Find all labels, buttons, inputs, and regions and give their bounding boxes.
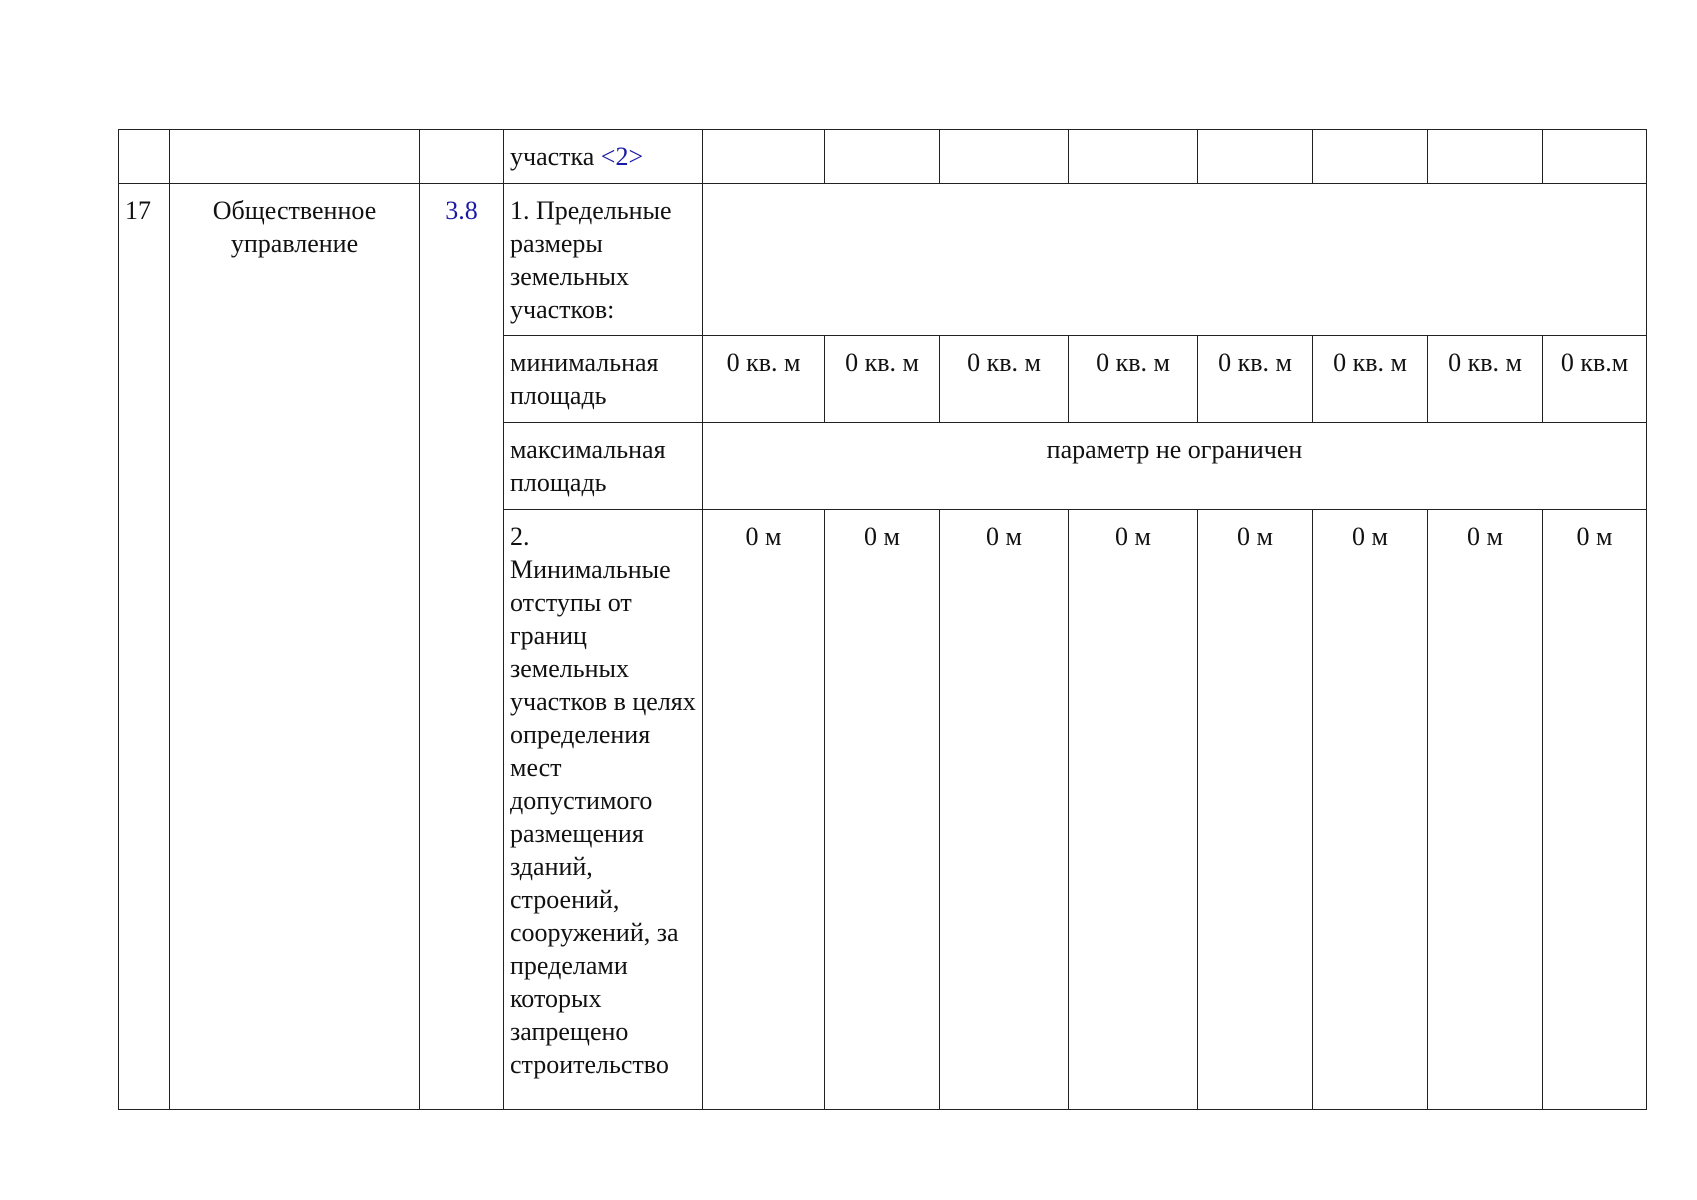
table-row-continuation [119, 130, 1647, 184]
setback-value: 0 м [1198, 510, 1313, 1110]
param-2-label: 2. Минимальные отступы от границ земельных участков в целях определения мест допустимого размещения зданий, строений, сооружений, за пределами которых запрещено строительство [504, 510, 703, 1110]
cell-value [940, 130, 1069, 184]
min-area-value: 0 кв. м [703, 336, 825, 423]
cell-param-label [504, 130, 703, 184]
min-area-value: 0 кв. м [1428, 336, 1543, 423]
setback-value: 0 м [825, 510, 940, 1110]
cell-value [1428, 130, 1543, 184]
min-area-value: 0 кв. м [825, 336, 940, 423]
continuation-label-text: участка [510, 142, 595, 171]
setback-value: 0 м [1069, 510, 1198, 1110]
setback-value: 0 м [1313, 510, 1428, 1110]
cell-value [1198, 130, 1313, 184]
setback-value: 0 м [1428, 510, 1543, 1110]
param-1-label: 1. Предельные размеры земельных участков: [504, 184, 703, 336]
cell-value [1313, 130, 1428, 184]
min-area-label: минимальная площадь [504, 336, 703, 423]
min-area-value: 0 кв. м [1313, 336, 1428, 423]
cell-value [825, 130, 940, 184]
cell-number [119, 130, 170, 184]
footnote-link[interactable]: <2> [600, 142, 644, 171]
cell-code [420, 130, 504, 184]
max-area-label: максимальная площадь [504, 423, 703, 510]
setback-value: 0 м [1543, 510, 1647, 1110]
row-name: Общественное управление [170, 184, 420, 1110]
cell-value [1069, 130, 1198, 184]
max-area-value: параметр не ограничен [703, 423, 1647, 510]
setback-value: 0 м [940, 510, 1069, 1110]
setback-value: 0 м [703, 510, 825, 1110]
row-code-cell [420, 184, 504, 1110]
cell-name [170, 130, 420, 184]
cell-value [703, 130, 825, 184]
param-1-empty [703, 184, 1647, 336]
code-link[interactable]: 3.8 [445, 196, 478, 225]
table-row-17-param-1 [119, 184, 1647, 336]
cell-value [1543, 130, 1647, 184]
zoning-parameters-table [118, 129, 1647, 1110]
min-area-value: 0 кв. м [1069, 336, 1198, 423]
min-area-value: 0 кв. м [1198, 336, 1313, 423]
min-area-value: 0 кв.м [1543, 336, 1647, 423]
row-number: 17 [119, 184, 170, 1110]
min-area-value: 0 кв. м [940, 336, 1069, 423]
